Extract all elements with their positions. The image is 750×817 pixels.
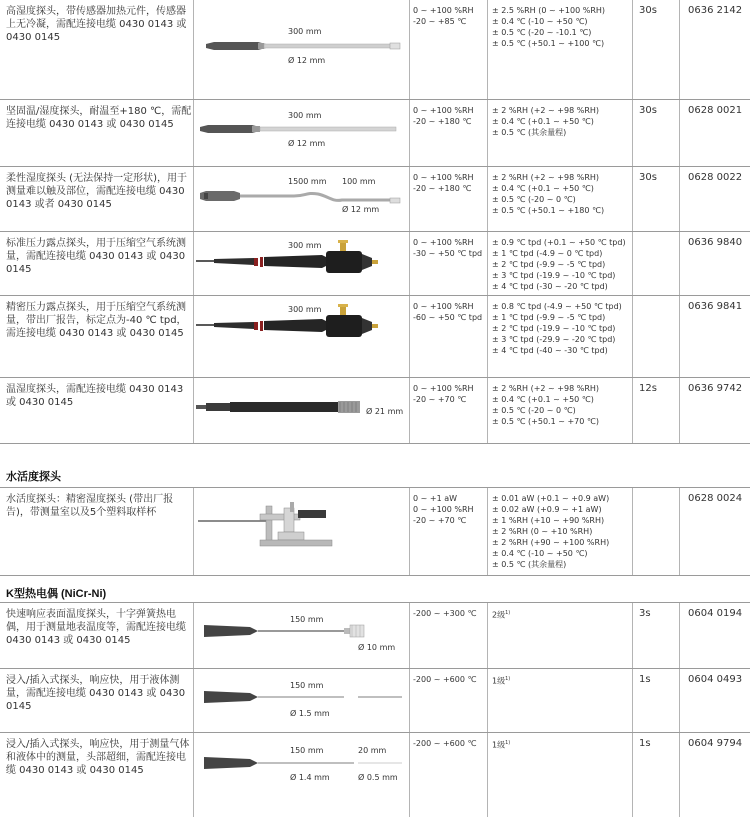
measuring-range xyxy=(413,5,485,27)
probe-image xyxy=(194,669,408,733)
accuracy-line: ± 0.5 ℃ (+50.1 ~ +180 ℃) xyxy=(492,206,605,215)
accuracy-line: ± 0.9 ℃ tpd (+0.1 ~ +50 ℃ tpd) xyxy=(492,238,626,247)
accuracy xyxy=(492,674,632,687)
accuracy-line: ± 2 ℃ tpd (-19.9 ~ -10 ℃ tpd) xyxy=(492,324,616,333)
diameter-label: Ø 1.4 mm xyxy=(290,773,330,782)
table-row xyxy=(0,0,750,100)
accuracy xyxy=(492,5,632,49)
humidity-probe-illustration xyxy=(194,0,408,100)
range-line: -60 ~ +50 ℃ tpd xyxy=(413,313,483,322)
accuracy-line: ± 1 ℃ tpd (-9.9 ~ -5 ℃ tpd) xyxy=(492,313,606,322)
range-line: 0 ~ +100 %RH xyxy=(413,505,474,514)
table-row xyxy=(0,603,750,669)
column-divider xyxy=(409,378,410,443)
length-label: 300 mm xyxy=(288,241,322,250)
accuracy-line: ± 0.5 ℃ (其余量程) xyxy=(492,560,567,569)
column-divider xyxy=(632,296,633,377)
probe-image xyxy=(194,733,408,817)
diameter-label: Ø 1.5 mm xyxy=(290,709,330,718)
diameter-label: Ø 10 mm xyxy=(358,643,396,652)
column-divider xyxy=(679,0,680,99)
product-description: 坚固温/湿度探头，耐温至+180 ℃，需配连接电缆 0430 0143 或 0430 0145 xyxy=(6,106,192,130)
response-time: 30s xyxy=(639,5,657,16)
product-description: 温湿度探头，需配连接电缆 0430 0143 或 0430 0145 xyxy=(6,384,184,408)
accuracy-line: ± 0.4 ℃ (+0.1 ~ +50 ℃) xyxy=(492,184,594,193)
measuring-range: -200 ~ +600 ℃ xyxy=(413,739,477,748)
probe-image xyxy=(194,296,408,378)
probe-image xyxy=(194,378,408,444)
probe-image xyxy=(194,488,408,576)
range-line: 0 ~ +100 %RH xyxy=(413,6,474,15)
length-label: 150 mm xyxy=(290,615,324,624)
range-line: 0 ~ +100 %RH xyxy=(413,384,474,393)
column-divider xyxy=(679,733,680,817)
diameter-label: Ø 21 mm xyxy=(366,407,404,416)
column-divider xyxy=(679,669,680,732)
part-number: 0604 9794 xyxy=(688,738,743,749)
range-line: -30 ~ +50 ℃ tpd xyxy=(413,249,483,258)
table-row xyxy=(0,669,750,733)
accuracy-line: ± 2 %RH (+2 ~ +98 %RH) xyxy=(492,106,600,115)
accuracy-line: ± 3 ℃ tpd (-19.9 ~ -10 ℃ tpd) xyxy=(492,271,616,280)
accuracy-line: ± 0.5 ℃ (+50.1 ~ +100 ℃) xyxy=(492,39,605,48)
length-label: 300 mm xyxy=(288,111,322,120)
part-number: 0628 0021 xyxy=(688,105,743,116)
column-divider xyxy=(679,603,680,668)
table-row xyxy=(0,232,750,296)
product-description: 标准压力露点探头，用于压缩空气系统测量，需配连接电缆 0430 0143 或 0430 0145 xyxy=(6,238,186,275)
response-time: 12s xyxy=(639,383,657,394)
part-number: 0604 0194 xyxy=(688,608,743,619)
probe-image xyxy=(194,603,408,669)
diameter-label: Ø 12 mm xyxy=(342,205,380,214)
column-divider xyxy=(679,167,680,231)
accuracy xyxy=(492,172,632,216)
part-number: 0628 0022 xyxy=(688,172,743,183)
accuracy-line: ± 0.01 aW (+0.1 ~ +0.9 aW) xyxy=(492,494,610,503)
accuracy-line: ± 0.02 aW (+0.9 ~ +1 aW) xyxy=(492,505,602,514)
accuracy-line: ± 3 ℃ tpd (-29.9 ~ -20 ℃ tpd) xyxy=(492,335,616,344)
column-divider xyxy=(487,0,488,99)
accuracy-line: ± 0.5 ℃ (其余量程) xyxy=(492,128,567,137)
column-divider xyxy=(409,167,410,231)
range-line: -20 ~ +180 ℃ xyxy=(413,117,472,126)
measuring-range xyxy=(413,105,485,127)
column-divider xyxy=(679,100,680,166)
product-description: 高湿度探头，带传感器加热元件，传感器上无冷凝，需配连接电缆 0430 0143 或 0430 0145 xyxy=(6,6,187,43)
column-divider xyxy=(679,296,680,377)
product-description: 柔性湿度探头 (无法保持一定形状)，用于测量难以触及部位，需配连接电缆 0430 0143 或者 0430 0145 xyxy=(6,173,187,210)
footnote-mark: 1) xyxy=(505,676,511,682)
range-line: -20 ~ +70 ℃ xyxy=(413,516,467,525)
probe-image xyxy=(194,100,408,167)
column-divider xyxy=(409,603,410,668)
tip-diameter-label: Ø 0.5 mm xyxy=(358,773,398,782)
range-line: 0 ~ +100 %RH xyxy=(413,238,474,247)
measuring-range: -200 ~ +300 ℃ xyxy=(413,609,477,618)
part-number: 0636 9841 xyxy=(688,301,743,312)
column-divider xyxy=(409,488,410,575)
accuracy-class: 2级 xyxy=(492,610,506,620)
part-number: 0636 9742 xyxy=(688,383,743,394)
product-description: 精密压力露点探头，用于压缩空气系统测量，带出厂报告，标定点为-40 ℃ tpd，需连接电缆 0430 0143 或 0430 0145 xyxy=(6,302,187,339)
length-label: 300 mm xyxy=(288,27,322,36)
response-time: 1s xyxy=(639,738,651,749)
product-description: 浸入/插入式探头，响应快，用于测量气体和液体中的测量，头部超细，需配连接电缆 0430 0143 或 0430 0145 xyxy=(6,739,190,776)
probe-image xyxy=(194,167,408,232)
accuracy-line: ± 0.5 ℃ (-20 ~ -10.1 ℃) xyxy=(492,28,592,37)
accuracy-line: ± 0.5 ℃ (-20 ~ 0 ℃) xyxy=(492,195,576,204)
column-divider xyxy=(409,232,410,295)
column-divider xyxy=(632,603,633,668)
accuracy-class: 1级 xyxy=(492,676,506,686)
measuring-range xyxy=(413,301,485,323)
range-line: 0 ~ +100 %RH xyxy=(413,173,474,182)
table-row xyxy=(0,167,750,232)
section-title: 水活度探头 xyxy=(6,471,61,483)
accuracy-line: ± 1 ℃ tpd (-4.9 ~ 0 ℃ tpd) xyxy=(492,249,603,258)
range-line: 0 ~ +100 %RH xyxy=(413,302,474,311)
section-water-activity xyxy=(0,444,750,488)
column-divider xyxy=(487,378,488,443)
part-number: 0636 9840 xyxy=(688,237,743,248)
accuracy xyxy=(492,738,632,751)
column-divider xyxy=(409,296,410,377)
footnote-mark: 1) xyxy=(505,610,511,616)
range-line: -20 ~ +85 ℃ xyxy=(413,17,467,26)
accuracy-line: ± 2 %RH (+90 ~ +100 %RH) xyxy=(492,538,610,547)
table-row xyxy=(0,378,750,444)
accuracy-line: ± 0.4 ℃ (-10 ~ +50 ℃) xyxy=(492,549,588,558)
accuracy-line: ± 2 %RH (+2 ~ +98 %RH) xyxy=(492,173,600,182)
column-divider xyxy=(487,232,488,295)
accuracy-line: ± 4 ℃ tpd (-30 ~ -20 ℃ tpd) xyxy=(492,282,608,291)
length-label: 300 mm xyxy=(288,305,322,314)
probe-image xyxy=(194,232,408,296)
length-label: 150 mm xyxy=(290,746,324,755)
diameter-label: Ø 12 mm xyxy=(288,56,326,65)
response-time: 30s xyxy=(639,172,657,183)
probe-image xyxy=(194,0,408,100)
column-divider xyxy=(487,167,488,231)
column-divider xyxy=(409,733,410,817)
column-divider xyxy=(632,378,633,443)
column-divider xyxy=(487,733,488,817)
column-divider xyxy=(487,669,488,732)
accuracy-line: ± 2 %RH (0 ~ +10 %RH) xyxy=(492,527,593,536)
accuracy xyxy=(492,608,632,621)
tip-length-label: 100 mm xyxy=(342,177,376,186)
response-time: 1s xyxy=(639,674,651,685)
range-line: 0 ~ +100 %RH xyxy=(413,106,474,115)
column-divider xyxy=(409,669,410,732)
footnote-mark: 1) xyxy=(505,740,511,746)
part-number: 0636 2142 xyxy=(688,5,743,16)
table-row xyxy=(0,488,750,576)
column-divider xyxy=(632,488,633,575)
measuring-range: -200 ~ +600 ℃ xyxy=(413,675,477,684)
accuracy-class: 1级 xyxy=(492,740,506,750)
column-divider xyxy=(409,100,410,166)
accuracy-line: ± 1 %RH (+10 ~ +90 %RH) xyxy=(492,516,605,525)
measuring-range xyxy=(413,237,485,259)
product-description: 快速响应表面温度探头，十字弹簧热电偶，用于测量地表温度等，需配连接电缆 0430 0143 或 0430 0145 xyxy=(6,609,186,646)
column-divider xyxy=(487,100,488,166)
range-line: -20 ~ +180 ℃ xyxy=(413,184,472,193)
response-time: 3s xyxy=(639,608,651,619)
column-divider xyxy=(679,488,680,575)
section-thermocouple xyxy=(0,576,750,603)
accuracy xyxy=(492,493,632,570)
column-divider xyxy=(409,0,410,99)
immersion-probe-illustration xyxy=(194,669,408,733)
column-divider xyxy=(632,669,633,732)
response-time: 30s xyxy=(639,105,657,116)
column-divider xyxy=(487,488,488,575)
accuracy-line: ± 2 %RH (+2 ~ +98 %RH) xyxy=(492,384,600,393)
table-row xyxy=(0,296,750,378)
accuracy-line: ± 0.4 ℃ (+0.1 ~ +50 ℃) xyxy=(492,117,594,126)
measuring-range xyxy=(413,172,485,194)
accuracy-line: ± 2 ℃ tpd (-9.9 ~ -5 ℃ tpd) xyxy=(492,260,606,269)
column-divider xyxy=(632,100,633,166)
product-description: 浸入/插入式探头，响应快，用于液体测量，需配连接电缆 0430 0143 或 0430 0145 xyxy=(6,675,186,712)
product-description: 水活度探头：精密湿度探头 (带出厂报告)，带测量室以及5个塑料取样杯 xyxy=(6,494,174,518)
column-divider xyxy=(679,378,680,443)
tip-length-label: 20 mm xyxy=(358,746,387,755)
accuracy-line: ± 0.4 ℃ (+0.1 ~ +50 ℃) xyxy=(492,395,594,404)
length-label: 1500 mm xyxy=(288,177,327,186)
column-divider xyxy=(632,232,633,295)
part-number: 0628 0024 xyxy=(688,493,743,504)
accuracy-line: ± 0.4 ℃ (-10 ~ +50 ℃) xyxy=(492,17,588,26)
column-divider xyxy=(487,296,488,377)
column-divider xyxy=(679,232,680,295)
column-divider xyxy=(487,603,488,668)
diameter-label: Ø 12 mm xyxy=(288,139,326,148)
column-divider xyxy=(632,733,633,817)
accuracy xyxy=(492,105,632,138)
surface-probe-illustration xyxy=(194,603,408,669)
accuracy xyxy=(492,237,632,292)
table-row xyxy=(0,733,750,817)
range-line: 0 ~ +1 aW xyxy=(413,494,458,503)
length-label: 150 mm xyxy=(290,681,324,690)
accuracy-line: ± 0.5 ℃ (-20 ~ 0 ℃) xyxy=(492,406,576,415)
column-divider xyxy=(632,0,633,99)
accuracy xyxy=(492,383,632,427)
accuracy-line: ± 2.5 %RH (0 ~ +100 %RH) xyxy=(492,6,606,15)
range-line: -20 ~ +70 ℃ xyxy=(413,395,467,404)
measuring-range xyxy=(413,383,485,405)
accuracy-line: ± 4 ℃ tpd (-40 ~ -30 ℃ tpd) xyxy=(492,346,608,355)
accuracy-line: ± 0.8 ℃ tpd (-4.9 ~ +50 ℃ tpd) xyxy=(492,302,622,311)
part-number: 0604 0493 xyxy=(688,674,743,685)
accuracy-line: ± 0.5 ℃ (+50.1 ~ +70 ℃) xyxy=(492,417,599,426)
accuracy xyxy=(492,301,632,356)
water-activity-probe-illustration xyxy=(194,488,408,576)
measuring-range xyxy=(413,493,485,526)
table-row xyxy=(0,100,750,167)
column-divider xyxy=(632,167,633,231)
section-title: K型热电偶 (NiCr-Ni) xyxy=(6,588,107,600)
